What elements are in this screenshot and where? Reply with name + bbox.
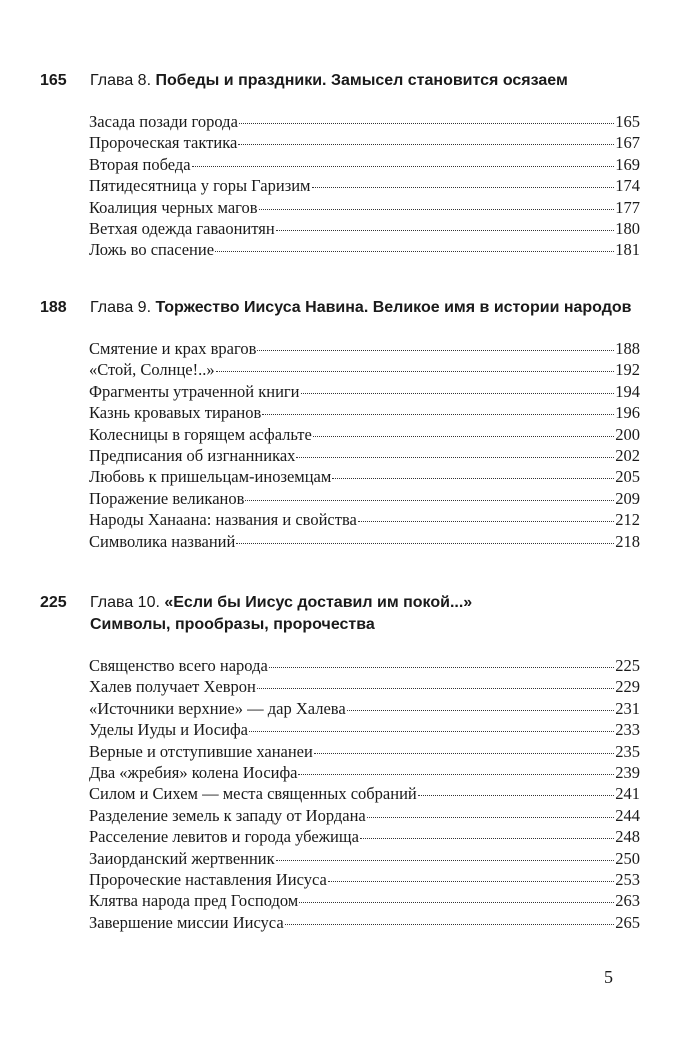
- chapter-8: [40, 70, 640, 262]
- chapter-label: Глава 9.: [90, 299, 152, 316]
- dot-leader: [257, 688, 614, 689]
- chapter-title: «Если бы Иисус доставил им покой...»: [164, 594, 473, 611]
- dot-leader: [299, 902, 614, 903]
- dot-leader: [360, 838, 614, 839]
- dot-leader: [215, 251, 614, 252]
- toc-entry[interactable]: [89, 240, 640, 261]
- dot-leader: [312, 187, 615, 188]
- dot-leader: [276, 860, 615, 861]
- dot-leader: [328, 881, 614, 882]
- toc-entry-title: Священство всего народа: [89, 656, 268, 675]
- toc-entry-page: 169: [615, 154, 640, 174]
- toc-entry-title: Вторая победа: [89, 154, 191, 174]
- toc-entry-title: Символика названий: [89, 531, 236, 551]
- toc-entry[interactable]: [89, 339, 640, 360]
- chapter-title: Торжество Иисуса Навина. Великое имя в истории народов: [155, 299, 632, 316]
- toc-entry-page: 225: [615, 656, 640, 675]
- toc-entry-page: 202: [615, 445, 640, 465]
- dot-leader: [314, 753, 614, 754]
- dot-leader: [259, 209, 615, 210]
- toc-entry-page: 180: [615, 218, 640, 238]
- toc-entry[interactable]: [89, 446, 640, 467]
- toc-entry[interactable]: [89, 489, 640, 510]
- toc-entry-title: Ложь во спасение: [89, 240, 215, 260]
- toc-entry-title: Силом и Сихем — места священных собраний: [89, 784, 417, 804]
- toc-entry-title: Завершение миссии Иисуса: [89, 912, 284, 932]
- toc-entry-title: Разделение земель к западу от Иордана: [89, 805, 366, 825]
- dot-leader: [236, 543, 614, 544]
- toc-entry-page: 253: [615, 869, 640, 889]
- dot-leader: [358, 521, 614, 522]
- toc-entry[interactable]: [89, 699, 640, 720]
- toc-entry-page: 194: [615, 381, 640, 401]
- toc-entry-page: 181: [615, 240, 640, 260]
- toc-entry-page: 235: [615, 741, 640, 761]
- toc-entry[interactable]: [89, 677, 640, 698]
- toc-entry-page: 165: [615, 112, 640, 131]
- toc-entry-title: Коалиция черных магов: [89, 197, 258, 217]
- toc-entry-page: 174: [615, 176, 640, 196]
- toc-entry[interactable]: [89, 382, 640, 403]
- dot-leader: [239, 123, 614, 124]
- toc-entry[interactable]: [89, 742, 640, 763]
- toc-entry[interactable]: [89, 720, 640, 741]
- chapter-label: Глава 10.: [90, 594, 160, 611]
- toc-entry[interactable]: [89, 133, 640, 154]
- toc-entry-title: Пророческие наставления Иисуса: [89, 869, 327, 889]
- dot-leader: [245, 500, 614, 501]
- dot-leader: [418, 795, 615, 796]
- toc-entry-page: 212: [615, 510, 640, 530]
- toc-entry[interactable]: [89, 467, 640, 488]
- toc-entry-page: 196: [615, 403, 640, 423]
- toc-entry[interactable]: [89, 656, 640, 677]
- dot-leader: [313, 436, 614, 437]
- dot-leader: [285, 924, 615, 925]
- toc-entry-page: 167: [615, 133, 640, 153]
- dot-leader: [269, 667, 614, 668]
- toc-entry-page: 239: [615, 762, 640, 782]
- chapter-heading: [40, 70, 640, 92]
- toc-entry[interactable]: [89, 913, 640, 934]
- chapter-start-page: 225: [40, 594, 67, 611]
- toc-entry[interactable]: [89, 176, 640, 197]
- dot-leader: [332, 478, 614, 479]
- toc-entry-page: 177: [615, 197, 640, 217]
- toc-entry-title: Засада позади города: [89, 112, 238, 131]
- toc-entry-page: 231: [615, 698, 640, 718]
- toc-entry-title: Заиорданский жертвенник: [89, 848, 275, 868]
- dot-leader: [216, 371, 615, 372]
- dot-leader: [298, 774, 614, 775]
- toc-entry[interactable]: [89, 360, 640, 381]
- toc-entry-page: 205: [615, 467, 640, 487]
- toc-entry[interactable]: [89, 827, 640, 848]
- toc-entry-title: Уделы Иуды и Иосифа: [89, 720, 248, 740]
- toc-entry-page: 192: [615, 360, 640, 380]
- toc-entry-title: Пророческая тактика: [89, 133, 238, 153]
- dot-leader: [347, 710, 615, 711]
- toc-entry-title: Колесницы в горящем асфальте: [89, 424, 312, 444]
- toc-entry-title: Два «жребия» колена Иосифа: [89, 762, 298, 782]
- toc-entry-title: Фрагменты утраченной книги: [89, 381, 300, 401]
- dot-leader: [301, 393, 615, 394]
- toc-entry-title: «Источники верхние» — дар Халева: [89, 698, 346, 718]
- dot-leader: [257, 350, 614, 351]
- dot-leader: [296, 457, 614, 458]
- toc-entry-title: Казнь кровавых тиранов: [89, 403, 262, 423]
- toc-entry[interactable]: [89, 532, 640, 553]
- toc-entry-page: 248: [615, 827, 640, 847]
- toc-entry-page: 265: [615, 912, 640, 932]
- dot-leader: [192, 166, 615, 167]
- page-number: 5: [604, 967, 613, 987]
- toc-entry[interactable]: [89, 403, 640, 424]
- toc-list: [40, 656, 640, 934]
- chapter-start-page: 188: [40, 299, 67, 316]
- toc-entry-page: 188: [615, 339, 640, 358]
- toc-entry[interactable]: [89, 219, 640, 240]
- toc-entry-page: 244: [615, 805, 640, 825]
- toc-entry-page: 233: [615, 720, 640, 740]
- toc-entry[interactable]: [89, 510, 640, 531]
- chapter-subtitle: Символы, прообразы, пророчества: [90, 616, 375, 633]
- chapter-title: Победы и праздники. Замысел становится осязаем: [155, 72, 568, 89]
- toc-entry-title: Пятидесятница у горы Гаризим: [89, 176, 311, 196]
- toc-entry-page: 218: [615, 531, 640, 551]
- toc-entry-page: 209: [615, 488, 640, 508]
- toc-entry-title: Клятва народа пред Господом: [89, 891, 299, 911]
- toc-entry-title: «Стой, Солнце!..»: [89, 360, 215, 380]
- toc-entry-page: 250: [615, 848, 640, 868]
- toc-entry[interactable]: [89, 112, 640, 133]
- toc-entry-title: Предписания об изгнанниках: [89, 445, 296, 465]
- toc-entry-title: Смятение и крах врагов: [89, 339, 257, 358]
- toc-entry-title: Расселение левитов и города убежища: [89, 827, 359, 847]
- toc-entry[interactable]: [89, 849, 640, 870]
- chapter-heading: [40, 592, 640, 636]
- toc-list: [40, 339, 640, 553]
- toc-entry-title: Верные и отступившие хананеи: [89, 741, 313, 761]
- toc-entry-title: Любовь к пришельцам-иноземцам: [89, 467, 332, 487]
- toc-entry-page: 200: [615, 424, 640, 444]
- chapter-10: [40, 592, 640, 934]
- toc-entry[interactable]: [89, 784, 640, 805]
- toc-entry-page: 241: [615, 784, 640, 804]
- chapter-start-page: 165: [40, 72, 67, 89]
- toc-entry[interactable]: [89, 198, 640, 219]
- toc-entry[interactable]: [89, 870, 640, 891]
- chapter-heading: [40, 297, 640, 319]
- toc-entry-page: 263: [615, 891, 640, 911]
- toc-entry-title: Ветхая одежда гаваонитян: [89, 218, 275, 238]
- toc-entry[interactable]: [89, 763, 640, 784]
- toc-entry[interactable]: [89, 891, 640, 912]
- toc-entry-title: Народы Ханаана: названия и свойства: [89, 510, 357, 530]
- toc-entry-title: Поражение великанов: [89, 488, 245, 508]
- toc-entry-title: Халев получает Хеврон: [89, 677, 256, 697]
- dot-leader: [238, 144, 614, 145]
- dot-leader: [276, 230, 615, 231]
- dot-leader: [367, 817, 615, 818]
- toc-entry-page: 229: [615, 677, 640, 697]
- dot-leader: [249, 731, 614, 732]
- toc-list: [40, 112, 640, 262]
- toc-entry[interactable]: [89, 155, 640, 176]
- toc-entry[interactable]: [89, 806, 640, 827]
- chapter-label: Глава 8.: [90, 72, 152, 89]
- toc-entry[interactable]: [89, 425, 640, 446]
- dot-leader: [262, 414, 614, 415]
- chapter-9: [40, 297, 640, 553]
